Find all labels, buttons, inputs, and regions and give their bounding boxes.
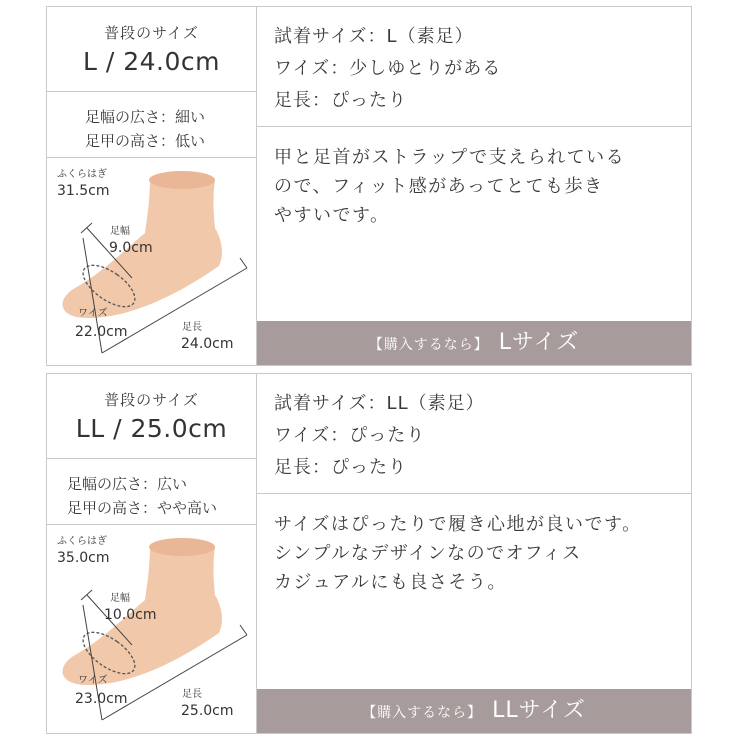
calf-label: ふくらはぎ (57, 169, 107, 180)
trial-length-text: 足長：ぴったり (274, 457, 407, 478)
foot-width-label: 足幅 (110, 593, 130, 604)
trial-size-box (257, 374, 691, 494)
wise-value: 23.0cm (75, 691, 128, 707)
recommended-size-value: LLサイズ (492, 698, 586, 723)
trial-wise-text: ワイズ：少しゆとりがある (274, 58, 502, 79)
foot-width-text: 足幅の広さ：細い (85, 108, 206, 126)
usual-size-box (47, 7, 256, 92)
recommended-size-bar (257, 689, 691, 733)
foot-length-value: 25.0cm (181, 703, 234, 719)
foot-length-label: 足長 (182, 322, 202, 333)
trial-length-text: 足長：ぴったり (274, 90, 407, 111)
usual-size-label: 普段のサイズ (104, 24, 199, 42)
wise-label: ワイズ (78, 675, 108, 686)
instep-height-text: 足甲の高さ：低い (85, 132, 206, 150)
review-comment (257, 127, 691, 230)
foot-length-label: 足長 (182, 689, 202, 700)
reviewer-profile-panel (47, 7, 257, 365)
usual-size-value: L / 24.0cm (82, 47, 220, 76)
trial-size-text: 試着サイズ：L（素足） (274, 26, 474, 47)
foot-width-label: 足幅 (110, 226, 130, 237)
trial-size-text: 試着サイズ：LL（素足） (274, 393, 485, 414)
wise-value: 22.0cm (75, 324, 128, 340)
calf-value: 35.0cm (57, 550, 110, 566)
recommended-size-prefix: 【購入するなら】 (368, 337, 489, 353)
comment-line: カジュアルにも良さそう。 (274, 572, 507, 593)
calf-label: ふくらはぎ (57, 536, 107, 547)
foot-width-value: 9.0cm (109, 240, 153, 256)
comment-line: ので、フィット感があってとても歩き (274, 176, 604, 197)
wise-label: ワイズ (78, 308, 108, 319)
instep-height-text: 足甲の高さ：やや高い (67, 499, 218, 517)
foot-shape-box (47, 92, 256, 158)
foot-width-value: 10.0cm (104, 607, 157, 623)
recommended-size-value: Lサイズ (498, 330, 580, 355)
foot-measurement-diagram (47, 158, 257, 363)
foot-measurement-diagram (47, 525, 257, 730)
usual-size-label: 普段のサイズ (104, 391, 199, 409)
usual-size-value: LL / 25.0cm (75, 414, 228, 443)
trial-review-panel (257, 7, 691, 365)
trial-size-box (257, 7, 691, 127)
trial-wise-text: ワイズ：ぴったり (274, 425, 426, 446)
size-review-card-ll (46, 373, 692, 734)
size-review-card-l (46, 6, 692, 366)
foot-illustration (47, 158, 257, 363)
foot-length-value: 24.0cm (181, 336, 234, 352)
reviewer-profile-panel (47, 374, 257, 733)
foot-width-text: 足幅の広さ：広い (67, 475, 188, 493)
calf-value: 31.5cm (57, 183, 110, 199)
recommended-size-prefix: 【購入するなら】 (362, 705, 483, 721)
trial-review-panel (257, 374, 691, 733)
usual-size-box (47, 374, 256, 459)
comment-line: やすいです。 (274, 205, 390, 226)
foot-illustration (47, 525, 257, 730)
foot-shape-box (47, 459, 256, 525)
comment-line: サイズはぴったりで履き心地が良いです。 (274, 514, 642, 535)
comment-line: シンプルなデザインなのでオフィス (274, 543, 582, 564)
review-comment (257, 494, 691, 597)
recommended-size-bar (257, 321, 691, 365)
comment-line: 甲と足首がストラップで支えられている (274, 147, 626, 168)
